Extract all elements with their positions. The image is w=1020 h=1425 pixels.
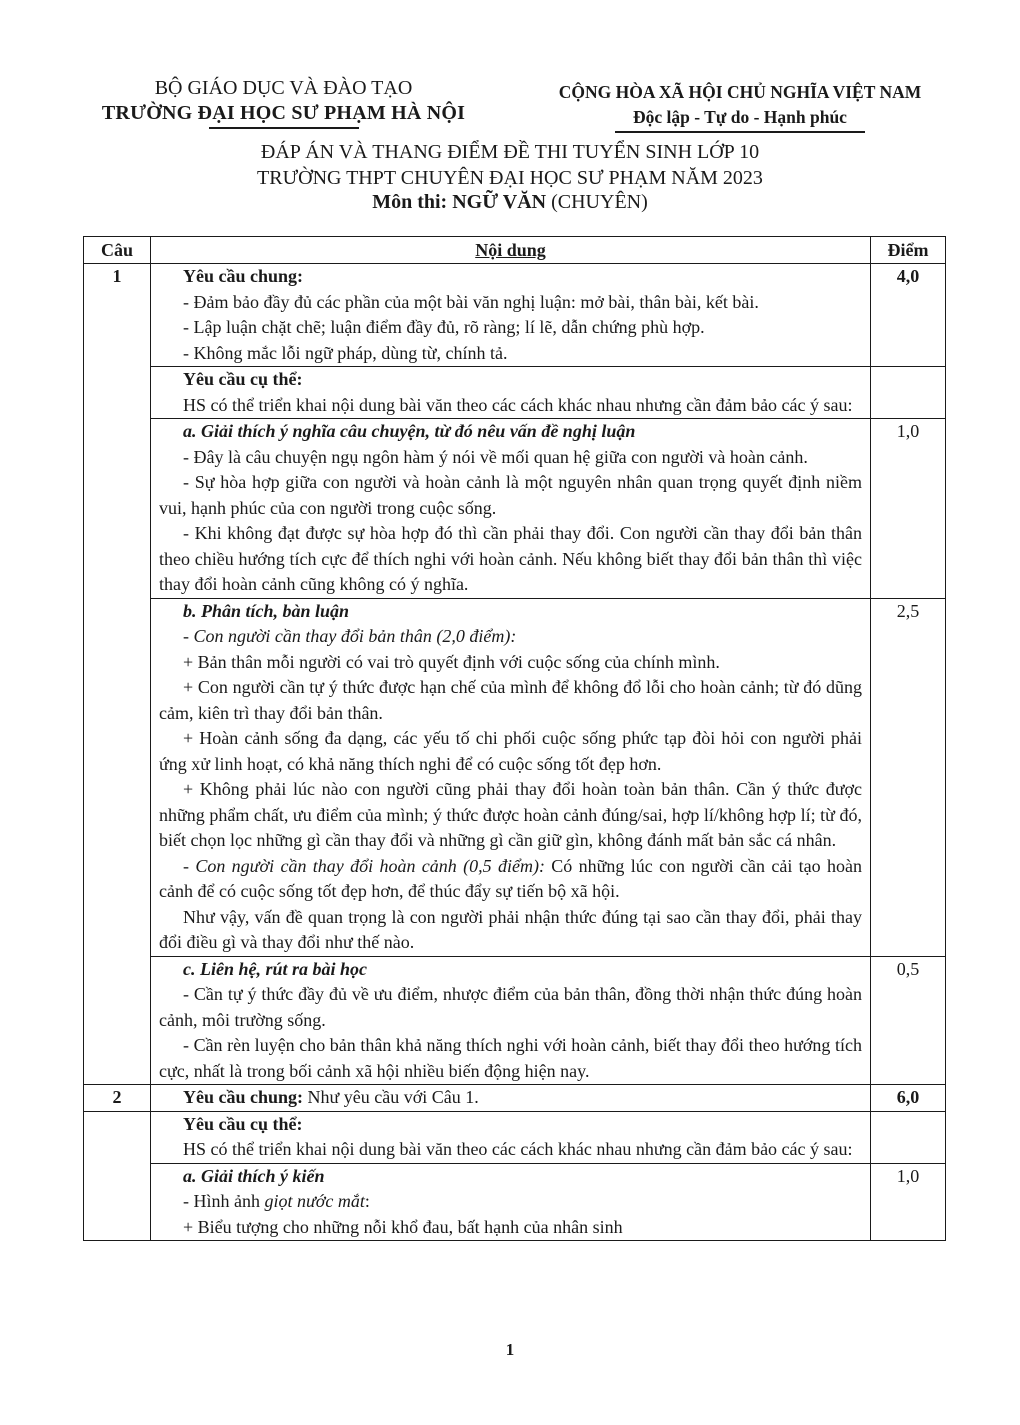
q1-specific-score-empty xyxy=(871,367,946,419)
q2-a-line1: - Hình ảnh giọt nước mắt: xyxy=(183,1191,370,1211)
q2-a-line2: + Biểu tượng cho những nỗi khổ đau, bất hạnh của nhân sinh xyxy=(183,1216,623,1237)
q1-general-score: 4,0 xyxy=(871,264,946,367)
q2-general-content xyxy=(151,1085,871,1112)
question-number-2: 2 xyxy=(84,1085,151,1112)
q2-specific-text: HS có thể triển khai nội dung bài văn theo các cách khác nhau nhưng cần đảm bảo các ý sau: xyxy=(183,1139,853,1159)
country-name: CỘNG HÒA XÃ HỘI CHỦ NGHĨA VIỆT NAM xyxy=(558,82,922,102)
header-left xyxy=(96,76,471,129)
q1-b-sub2: - Con người cần thay đổi hoàn cảnh (0,5 điểm): xyxy=(183,855,545,876)
q1-c-para: - Cần tự ý thức đầy đủ về ưu điểm, nhược điểm của bản thân, đồng thời nhận thức đúng hoàn cảnh, môi trường sống. xyxy=(159,984,862,1030)
q1-specific-heading: Yêu cầu cụ thể: xyxy=(183,369,303,389)
table-header-row xyxy=(84,237,946,264)
q1-c-content xyxy=(151,956,871,1085)
q1-b-para: + Con người cần tự ý thức được hạn chế của mình để không đổ lỗi cho hoàn cảnh; từ đó dũng cảm, kiên trì thay đổi bản thân. xyxy=(159,677,862,723)
table-row xyxy=(84,1111,946,1163)
q2-general-heading: Yêu cầu chung: xyxy=(183,1087,304,1107)
header-right xyxy=(540,80,940,133)
q1-c-para: - Cần rèn luyện cho bản thân khả năng thích nghi với hoàn cảnh, biết thay đổi theo hướng tích cực, nhất là trong bối cảnh xã hội nhiều biến động hiện nay. xyxy=(159,1035,862,1081)
header-cau: Câu xyxy=(84,237,151,264)
q1-a-heading: a. Giải thích ý nghĩa câu chuyện, từ đó nêu vấn đề nghị luận xyxy=(183,421,636,441)
university-name: TRƯỜNG ĐẠI HỌC SƯ PHẠM HÀ NỘI xyxy=(101,102,466,124)
table-row xyxy=(84,264,946,367)
subject-label: Môn thi: NGỮ VĂN xyxy=(372,191,547,213)
q1-c-score: 0,5 xyxy=(871,956,946,1085)
q1-b-content xyxy=(151,598,871,956)
q1-b-score: 2,5 xyxy=(871,598,946,956)
q2-general-score: 6,0 xyxy=(871,1085,946,1112)
table-row xyxy=(84,956,946,1085)
subject-line xyxy=(130,190,890,215)
table-row xyxy=(84,367,946,419)
header-diem: Điểm xyxy=(871,237,946,264)
q2-general-rest: Như yêu cầu với Câu 1. xyxy=(303,1087,479,1107)
q1-b-conclusion: Như vậy, vấn đề quan trọng là con người phải nhận thức đúng tại sao cần thay đổi, phải thay đổi điều gì và thay đổi như thế nào. xyxy=(159,906,862,952)
q1-b-sub2-para xyxy=(159,854,862,905)
subject-suffix: (CHUYÊN) xyxy=(546,191,648,213)
q1-general-heading: Yêu cầu chung: xyxy=(183,266,304,286)
q1-a-para: - Khi không đạt được sự hòa hợp đó thì cần phải thay đổi. Con người cần thay đổi bản thân theo chiều hướng tích cực để thích nghi với hoàn cảnh. Nếu không biết thay đổi bản thân thì việc thay đổi hoàn cảnh cũng không có ý nghĩa. xyxy=(159,523,862,594)
q1-a-score: 1,0 xyxy=(871,419,946,599)
q1-b-heading: b. Phân tích, bàn luận xyxy=(183,600,350,621)
q2-specific-heading: Yêu cầu cụ thể: xyxy=(183,1113,303,1134)
q1-a-para: - Đây là câu chuyện ngụ ngôn hàm ý nói về mối quan hệ giữa con người và hoàn cảnh. xyxy=(183,446,808,467)
page-number: 1 xyxy=(505,1340,515,1359)
q1-a-content xyxy=(151,419,871,599)
q1-general-content xyxy=(151,264,871,367)
q2-a-line1-em: giọt nước mắt xyxy=(264,1191,365,1211)
q1-general-line: - Không mắc lỗi ngữ pháp, dùng từ, chính tả. xyxy=(183,342,508,363)
document-title-line-1: ĐÁP ÁN VÀ THANG ĐIỂM ĐỀ THI TUYỂN SINH LỚP 10 xyxy=(260,141,760,163)
q1-b-para: + Không phải lúc nào con người cũng phải thay đổi hoàn toàn bản thân. Cần ý thức được những phẩm chất, ưu điểm của mình; ý thức được hoàn cảnh đúng/sai, hợp lí/không hợp lí; từ đó, biết chọn lọc những gì cần thay đổi và những gì cần giữ gìn, không đánh mất bản sắc cá nhân. xyxy=(159,779,862,850)
q2-general-line xyxy=(159,1085,862,1111)
ministry-name: BỘ GIÁO DỤC VÀ ĐÀO TẠO xyxy=(154,77,413,99)
national-motto: Độc lập - Tự do - Hạnh phúc xyxy=(633,107,847,127)
header-noi-dung: Nội dung xyxy=(151,237,871,264)
q2-specific-content xyxy=(151,1111,871,1163)
q2-specific-score-empty xyxy=(871,1111,946,1163)
header-left-rule xyxy=(209,127,359,129)
q1-b-para: + Hoàn cảnh sống đa dạng, các yếu tố chi phối cuộc sống phức tạp đòi hỏi con người phải ứng xử linh hoạt, có khả năng thích nghi để có cuộc sống tốt đẹp hơn. xyxy=(159,728,862,774)
q1-b-sub2-rest: Có những lúc con người cần cải tạo hoàn cảnh để có cuộc sống tốt đẹp hơn, để thúc đẩy sự tiến bộ xã hội. xyxy=(159,855,862,901)
table-row xyxy=(84,419,946,599)
q1-c-heading: c. Liên hệ, rút ra bài học xyxy=(183,958,368,979)
q1-b-sub1: - Con người cần thay đổi bản thân (2,0 điểm): xyxy=(183,626,517,646)
q2-a-score: 1,0 xyxy=(871,1163,946,1241)
q1-specific-text: HS có thể triển khai nội dung bài văn theo các cách khác nhau nhưng cần đảm bảo các ý sau: xyxy=(183,394,853,415)
q1-general-line: - Đảm bảo đầy đủ các phần của một bài văn nghị luận: mở bài, thân bài, kết bài. xyxy=(183,291,759,312)
document-title-line-2: TRƯỜNG THPT CHUYÊN ĐẠI HỌC SƯ PHẠM NĂM 2023 xyxy=(257,167,763,189)
q1-specific-content xyxy=(151,367,871,419)
q1-general-line: - Lập luận chặt chẽ; luận điểm đầy đủ, rõ ràng; lí lẽ, dẫn chứng phù hợp. xyxy=(183,317,705,337)
table-row xyxy=(84,598,946,956)
answer-table xyxy=(83,236,946,1241)
table-row xyxy=(84,1085,946,1112)
question-number-1: 1 xyxy=(84,264,151,1085)
q1-a-para: - Sự hòa hợp giữa con người và hoàn cảnh là một nguyên nhân quan trọng quyết định niềm vui, hạnh phúc của con người trong cuộc sống. xyxy=(159,472,862,518)
q2-a-content xyxy=(151,1163,871,1241)
table-row xyxy=(84,1163,946,1241)
q1-b-para: + Bản thân mỗi người có vai trò quyết định với cuộc sống của chính mình. xyxy=(183,651,720,672)
q2-a-heading: a. Giải thích ý kiến xyxy=(183,1165,325,1186)
q2-number-empty xyxy=(84,1111,151,1241)
header-right-rule xyxy=(615,131,865,133)
